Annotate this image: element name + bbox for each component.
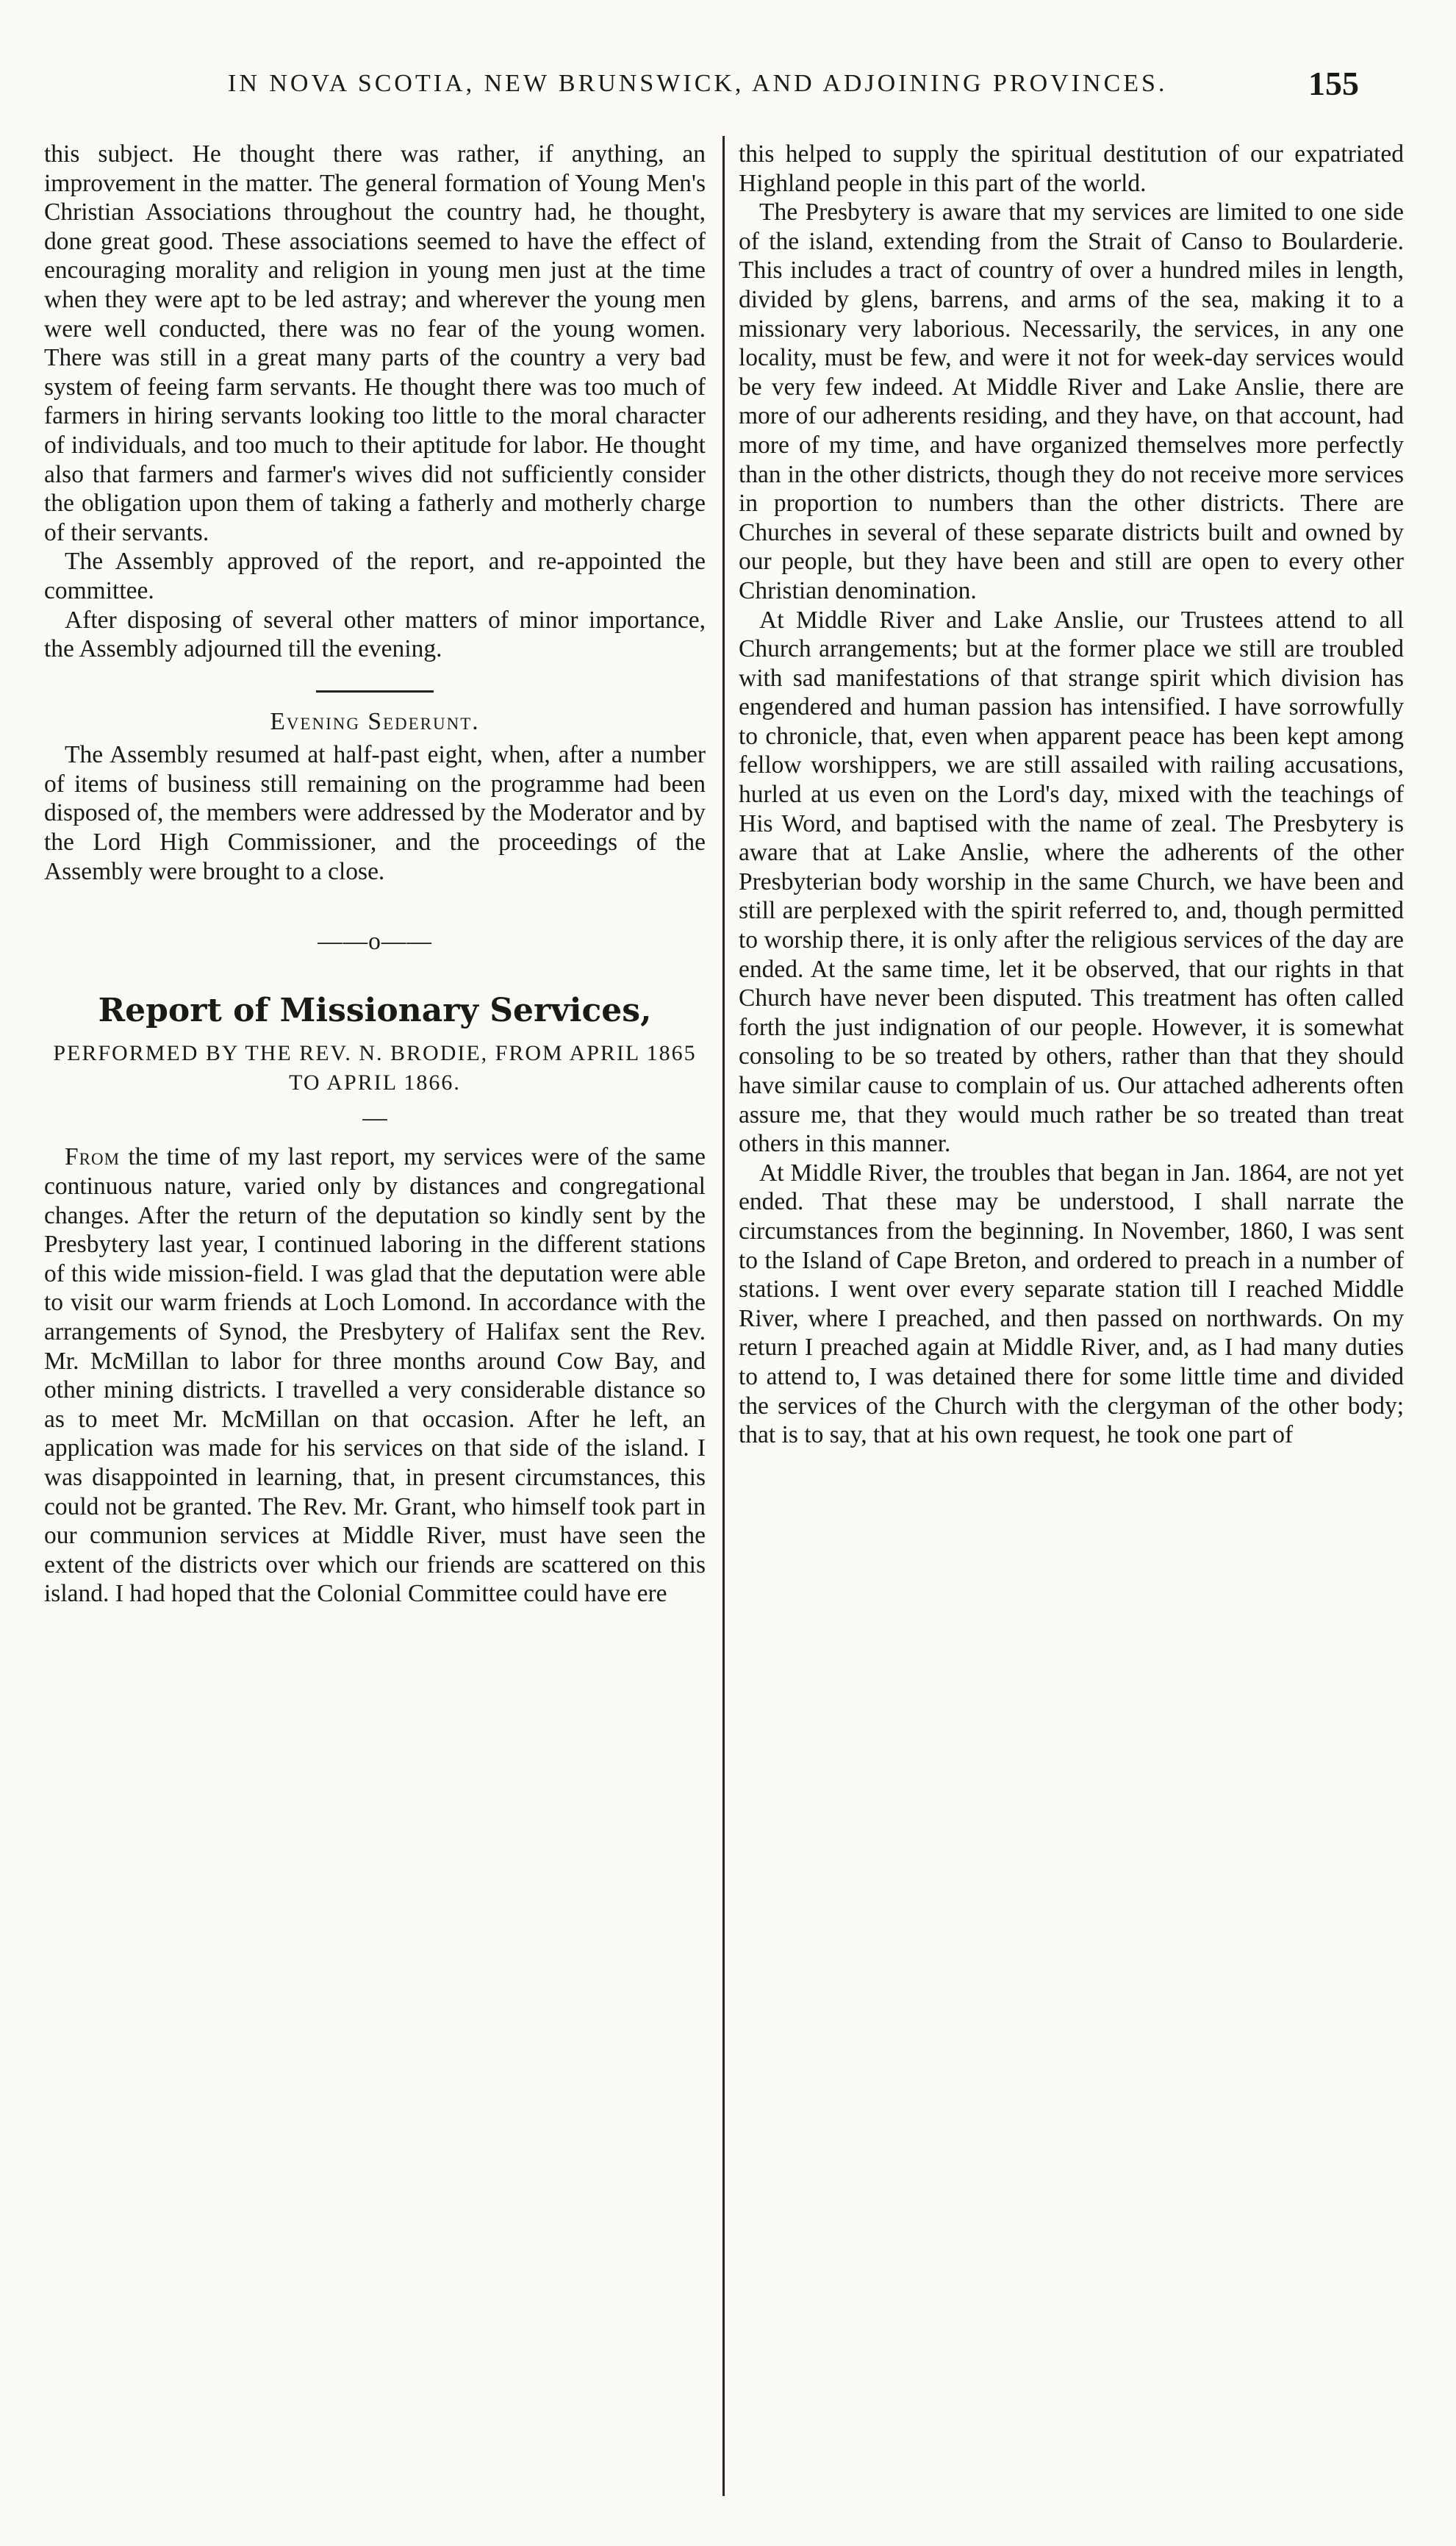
section-rule	[316, 690, 434, 693]
small-dash: —	[362, 1104, 387, 1131]
paragraph-text: the time of my last report, my services were of the same continuous nature, varied only by distances and congregational changes. After the return of the deputation so kindly sent by the Presbytery last year, I continued laboring in the different stations of this wide mission-field. I was glad that the deputation were able to visit our warm friends at Loch Lomond. In accordance with the arrangements of Synod, the Presbytery of Halifax sent the Rev. Mr. McMillan to labor for three months around Cow Bay, and other mining districts. I travelled a very considerable distance so as to meet Mr. McMillan on that occasion. After he left, an application was made for his services on that side of the island. I was disappointed in learning, that, in present circumstances, this could not be granted. The Rev. Mr. Grant, who himself took part in our communion services at Middle River, must have seen the extent of the districts over which our friends are scattered on this island. I had hoped that the Colonial Committee could have ere	[44, 1143, 706, 1608]
article-title: Report of Missionary Services,	[98, 991, 652, 1029]
section-heading: Evening Sederunt.	[270, 707, 480, 735]
paragraph: The Assembly approved of the report, and re-appointed the committee.	[44, 548, 706, 604]
paragraph: The Presbytery is aware that my services are limited to one side of the island, extending from the Strait of Canso to Boularderie. This includes a tract of country of over a hundred miles in length, divided by glens, barrens, and arms of the sea, making it to a missionary very laborious. Necessarily, the services, in any one locality, must be few, and were it not for week-day services would be very few indeed. At Middle River and Lake Anslie, there are more of our adherents residing, and they have, on that account, had more of my time, and have organized themselves more perfectly than in the other districts, though they do not receive more services in proportion to numbers than the other districts. There are Churches in several of these separate districts built and owned by our people, but they have been and still are open to every other Christian denomination.	[739, 199, 1404, 604]
column-divider	[722, 136, 725, 2496]
running-head: IN NOVA SCOTIA, NEW BRUNSWICK, AND ADJOINING PROVINCES.	[228, 70, 1168, 97]
paragraph	[44, 1143, 706, 1609]
page-number: 155	[1308, 65, 1359, 102]
right-column	[739, 140, 1404, 1450]
ornament-divider: ——o——	[318, 928, 432, 956]
paragraph: this subject. He thought there was rather, if anything, an improvement in the matter. The general formation of Young Men's Christian Associations throughout the country had, he thought, done great good. These associations seemed to have the effect of encouraging morality and religion in young men just at the time when they were apt to be led astray; and wherever the young men were well conducted, there was no fear of the young women. There was still in a great many parts of the country a very bad system of feeing farm servants. He thought there was too much of farmers in hiring servants looking too little to the moral character of individuals, and too much to their aptitude for labor. He thought also that farmers and farmer's wives did not sufficiently consider the obligation upon them of taking a fatherly and motherly charge of their servants.	[44, 140, 706, 546]
article-subtitle: PERFORMED BY THE REV. N. BRODIE, FROM APRIL 1865 TO APRIL 1866.	[53, 1040, 697, 1095]
paragraph: At Middle River, the troubles that began in Jan. 1864, are not yet ended. That these may be understood, I shall narrate the circumstances from the beginning. In November, 1860, I was sent to the Island of Cape Breton, and ordered to preach in a number of stations. I went over every separate station till I reached Middle River, where I preached, and then passed on northwards. On my return I preached again at Middle River, and, as I had many duties to attend to, I was detained there for some little time and divided the services of the Church with the clergyman of the other body; that is to say, that at his own request, he took one part of	[739, 1159, 1404, 1449]
paragraph: this helped to supply the spiritual destitution of our expatriated Highland people in this part of the world.	[739, 140, 1404, 197]
opening-word: From	[65, 1143, 121, 1171]
paragraph: At Middle River and Lake Anslie, our Trustees attend to all Church arrangements; but at the former place we still are troubled with sad manifestations of that strange spirit which division has engendered and human passion has intensified. I have sorrowfully to chronicle, that, even when apparent peace has been kept among fellow worshippers, we are still assailed with railing accusations, hurled at us even on the Lord's day, mixed with the teachings of His Word, and baptised with the name of zeal. The Presbytery is aware that at Lake Anslie, where the adherents of the other Presbyterian body worship in the same Church, we have been and still are perplexed with the spirit referred to, and, though permitted to worship there, it is only after the religious services of the day are ended. At the same time, let it be observed, that our rights in that Church have never been disputed. This treatment has often called forth the just indignation of our people. However, it is somewhat consoling to be so treated by others, rather than that they should have similar cause to complain of us. Our attached adherents often assure me, that they would much rather be so treated than treat others in this manner.	[739, 606, 1404, 1158]
page-header	[0, 65, 1456, 114]
paragraph: The Assembly resumed at half-past eight, when, after a number of items of business still remaining on the programme had been disposed of, the members were addressed by the Moderator and by the Lord High Commissioner, and the proceedings of the Assembly were brought to a close.	[44, 741, 706, 885]
paragraph: After disposing of several other matters of minor importance, the Assembly adjourned till the evening.	[44, 606, 706, 663]
left-column	[44, 140, 706, 1609]
